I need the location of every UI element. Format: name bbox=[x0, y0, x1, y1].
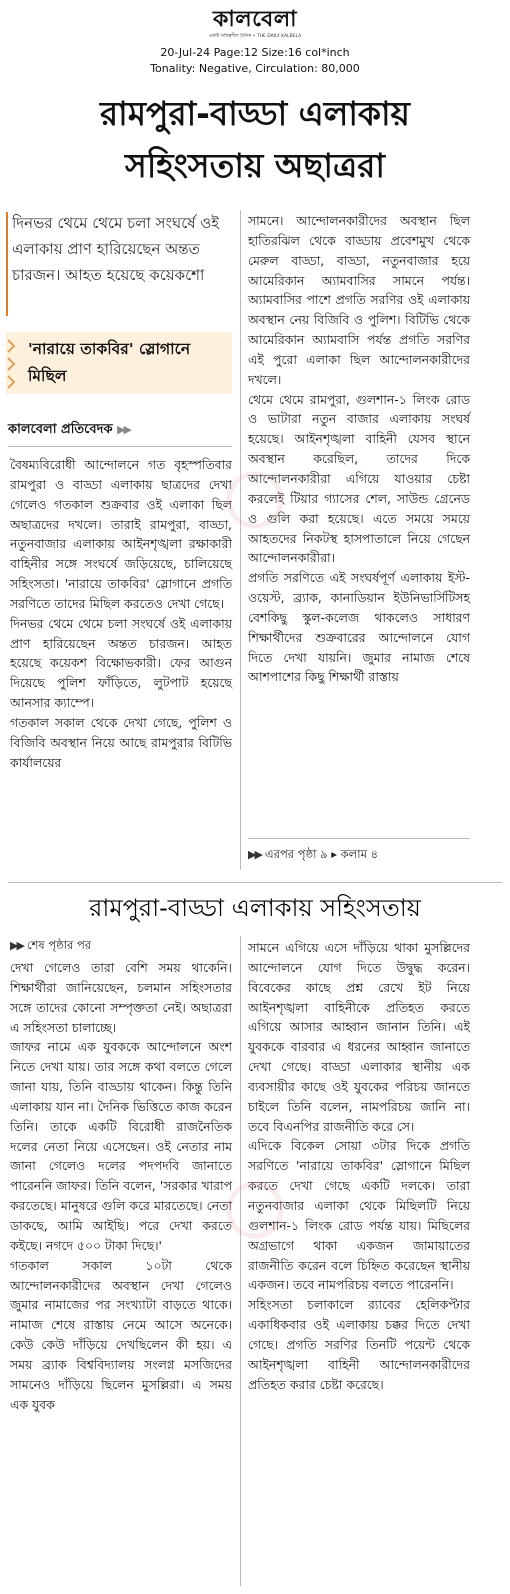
newspaper-tagline: একটি দায়িত্বশীল দৈনিক • THE DAILY KALBELA bbox=[208, 34, 302, 39]
paragraph: সামনে এগিয়ে এসে দাঁড়িয়ে থাকা মুসল্লিদের আন্দোলনে যোগ দিতে উদ্বুদ্ধ করেন। বিবেকের কাছে প্রশ্ন রেখে ইট নিয়ে আইনশৃঙ্খলা বাহিনীকে প্রতিহত করতে এগিয়ে আসার আহ্বান জানান তিনি। এই যুবককে বারবার এ ধরনের আহ্বান জানাতে দেখা গেছে। বাড্ডা এলাকার স্থানীয় এক ব্যবসায়ীর কাছে ওই যুবকের পরিচয় জানতে চাইলে তিনি বলেন, নামপরিচয় জানি না। তবে বিএনপির রাজনীতি করে সে। bbox=[248, 940, 470, 1134]
masthead bbox=[0, 0, 510, 82]
paragraph: থেমে থেমে রামপুরা, গুলশান-১ লিংক রোড ও ভাটারা নতুন বাজার এলাকায় সংঘর্ষ হয়েছে। আইনশৃঙ্খলা বাহিনী যেসব স্থানে অবস্থান করেছিল, তাদের দিকে আন্দোলনকারীরা এগিয়ে যাওয়ার চেষ্টা করলেই টিয়ার গ্যাসের শেল, সাউন্ড গ্রেনেড ও গুলি করা হয়েছে। এতে সময়ে সময়ে আহতদের নিকটস্থ হাসপাতালে নিয়ে গেছেন আন্দোলনকারীরা। bbox=[248, 391, 470, 566]
continued-divider bbox=[248, 838, 470, 839]
article-column-2 bbox=[248, 211, 470, 687]
headline-line-1: রামপুরা-বাড্ডা এলাকায় bbox=[100, 94, 410, 133]
paragraph: দেখা গেলেও তারা বেশি সময় থাকেনি। শিক্ষার্থীরা জানিয়েছেন, চলমান সহিংসতার সঙ্গে তাদের কোনো সম্পৃক্ততা নেই। অছাত্ররা এ সহিংসতা চালাচ্ছে। bbox=[10, 960, 232, 1035]
newspaper-logo: কালবেলা bbox=[212, 6, 298, 32]
paragraph: সামনে। আন্দোলনকারীদের অবস্থান ছিল হাতিরঝিল থেকে বাড্ডায় প্রবেশমুখ থেকে মেরুল বাড্ডা, বাড্ডা, নতুনবাজার হয়ে আমেরিকান অ্যামবাসির সামনে পর্যন্ত। অ্যামবাসির পাশে প্রগতি সরণির ওই এলাকায় অবস্থান নেয় বিজিবি ও পুলিশ। বিটিভি থেকে আমেরিকান অ্যামবাসি পর্যন্ত প্রগতি সরণির এই পুরো এলাকা ছিল আন্দোলনকারীদের দখলে। bbox=[248, 213, 470, 387]
paragraph: বৈষম্যবিরোধী আন্দোলনে গত বৃহস্পতিবার রামপুরা ও বাড্ডা এলাকায় ছাত্রদের দেখা গেলেও গতকাল শুক্রবার ওই এলাকা ছিল অছাত্রদের দখলে। তারাই রামপুরা, বাড্ডা, নতুনবাজার এলাকায় আইনশৃঙ্খলা রক্ষাকারী বাহিনীর সঙ্গে সংঘর্ষে জড়িয়েছে, চালিয়েছে সহিংসতা। 'নারায়ে তাকবির' স্লোগানে প্রগতি সরণিতে তাদের মিছিল করতেও দেখা গেছে। bbox=[10, 457, 232, 611]
pull-quote-text: 'নারায়ে তাকবির' স্লোগানে মিছিল bbox=[28, 340, 191, 385]
article-column-1 bbox=[10, 455, 232, 773]
section-divider bbox=[8, 882, 502, 883]
column-divider bbox=[240, 936, 241, 1586]
continue-arrow-icon: ▶▶ bbox=[10, 939, 23, 952]
column-divider bbox=[240, 210, 241, 870]
paragraph: এদিকে বিকেল সোয়া ৩টার দিকে প্রগতি সরণিতে 'নারায়ে তাকবির' স্লোগানে মিছিল করতে দেখা গেছে একটি দলকে। তারা নতুনবাজার এলাকা থেকে মিছিলটি নিয়ে গুলশান-১ লিংক রোড পর্যন্ত যায়। মিছিলের অগ্রভাগে থাকা একজন জামায়াতের রাজনীতি করেন বলে চিহ্নিত করেছেন স্থানীয় একজন। তবে নামপরিচয় বলতে পারেননি। bbox=[248, 1138, 470, 1293]
paragraph: সহিংসতা চলাকালে র‍্যাবের হেলিকপ্টার একাধিকবার ওই এলাকায় চক্কর দিতে দেখা গেছে। প্রগতি সরণির তিনটি পয়েন্ট থেকে আইনশৃঙ্খলা বাহিনী আন্দোলনকারীদের প্রতিহত করার চেষ্টা করেছে। bbox=[248, 1297, 470, 1392]
paragraph: দিনভর থেমে থেমে চলা সংঘর্ষে ওই এলাকায় প্রাণ হারিয়েছেন অন্তত চারজন। আহত হয়েছে কয়েকশ বিক্ষোভকারী। ফের আগুন দিয়েছে পুলিশ ফাঁড়িতে, লুটপাট হয়েছে আনসার ক্যাম্পে। bbox=[10, 615, 232, 711]
paragraph: জাফর নামে এক যুবককে আন্দোলনে অংশ নিতে দেখা যায়। তার সঙ্গে কথা বলতে গেলে জানা যায়, তিনি বাড্ডায় থাকেন। কিন্তু তিনি এলাকায় যান না। দৈনিক ভিত্তিতে কাজ করেন তিনি। তাকে একটি বিরোধী রাজনৈতিক দলের নেতা নিয়ে এসেছেন। ওই নেতার নাম জানা গেলেও দলের পদপদবি জানাতে পারেননি জাফর। তিনি বলেন, 'সরকার খারাপ করতেছে। মানুষরে গুলি করে মারতেছে। নেতা ডাকছে, আমি আইছি। পরে দেখা করতে কইছে। নগদে ৫০০ টাকা দিছে।' bbox=[10, 1039, 232, 1253]
paragraph: গতকাল সকাল থেকে দেখা গেছে, পুলিশ ও বিজিবি অবস্থান নিয়ে আছে রামপুরার বিটিভি কার্যালয়ের bbox=[10, 714, 232, 770]
intro-accent-bar bbox=[6, 212, 8, 316]
clipping-meta-tonality: Tonality: Negative, Circulation: 80,000 bbox=[150, 62, 360, 75]
byline bbox=[8, 420, 234, 440]
watermark-logo bbox=[200, 1180, 310, 1240]
headline-line-2: সহিংসতায় অছাত্ররা bbox=[125, 146, 385, 185]
continued-to-note: ▶▶ এরপর পৃষ্ঠা ৯ ▸ কলাম ৪ bbox=[248, 847, 379, 861]
continued-from-note: ▶▶ শেষ পৃষ্ঠার পর bbox=[10, 938, 92, 952]
continuation-headline: রামপুরা-বাড্ডা এলাকায় সহিংসতায় bbox=[89, 894, 421, 922]
continuation-column-2 bbox=[248, 938, 470, 1394]
byline-reporter: কালবেলা প্রতিবেদক bbox=[8, 422, 113, 437]
continuation-column-1 bbox=[10, 958, 232, 1414]
byline-divider bbox=[8, 446, 232, 447]
quote-chevron-icon bbox=[6, 334, 20, 392]
byline-arrow-icon: ▶▶ bbox=[117, 423, 131, 436]
continue-arrow-icon: ▶▶ bbox=[248, 848, 261, 861]
article-intro: দিনভর থেমে থেমে চলা সংঘর্ষে ওই এলাকায় প্রাণ হারিয়েছেন অন্তত চারজন। আহত হয়েছে কয়েকশো bbox=[12, 214, 220, 284]
paragraph: প্রগতি সরণিতে এই সংঘর্ষপূর্ণ এলাকায় ইস্ট-ওয়েস্ট, ব্র্যাক, কানাডিয়ান ইউনিভার্সিটিসহ বেশকিছু স্কুল-কলেজ থাকলেও সাধারণ শিক্ষার্থীদের শুক্রবারের আন্দোলনে যোগ দিতে দেখা যায়নি। জুমার নামাজ শেষে আশপাশের কিছু শিক্ষার্থী রাস্তায় bbox=[248, 570, 470, 685]
watermark-logo bbox=[200, 470, 310, 530]
clipping-meta-page: 20-Jul-24 Page:12 Size:16 col*inch bbox=[160, 46, 350, 59]
paragraph: গতকাল সকাল ১০টা থেকে আন্দোলনকারীদের অবস্থান দেখা গেলেও জুমার নামাজের পর সংখ্যাটা বাড়তে থাকে। নামাজ শেষে রাস্তায় নেমে আসে অনেকে। কেউ কেউ দাঁড়িয়ে দেখছিলেন কী হয়। এ সময় ব্র্যাক বিশ্ববিদ্যালয় সংলগ্ন মসজিদের সামনেও দাঁড়িয়ে ছিলেন মুসল্লিরা। এ সময় এক যুবক bbox=[10, 1257, 232, 1412]
